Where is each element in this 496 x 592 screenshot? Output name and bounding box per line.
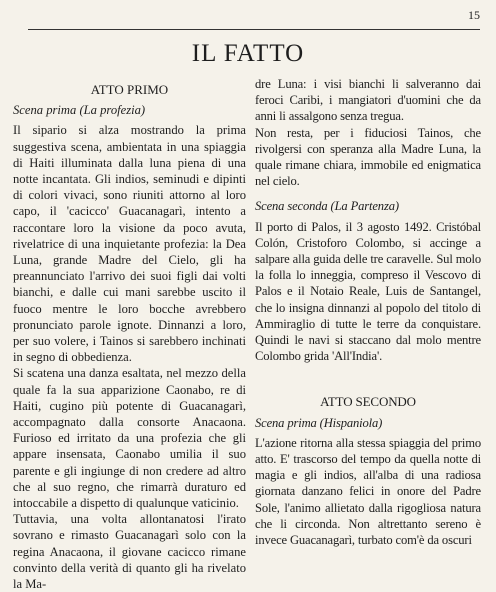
scene-one-heading: Scena prima (La profezia) — [13, 103, 146, 118]
act-two-heading: ATTO SECONDO — [320, 394, 416, 410]
spacer — [255, 189, 481, 198]
paragraph-moon-faces: dre Luna: i visi bianchi li salveranno dai feroci Caribi, i mangiatori d'uomini che da anni li assalgono senza tregua. — [255, 77, 481, 124]
act-one-heading: ATTO PRIMO — [90, 82, 169, 97]
paragraph-tainos-hope: Non resta, per i fiduciosi Tainos, che rivolgersi con speranza alla Madre Luna, la quale rimane chiara, immobile ed enigmatica nel cielo. — [255, 125, 481, 189]
right-column — [255, 76, 481, 548]
paragraph-hispaniola: L'azione ritorna alla stessa spiaggia del primo atto. E' trascorso del tempo da quella notte di magia e gli indios, all'alba di una radiosa giornata danzano felici in onore del Padre Sole, l'animo allietato dalla rigogliosa natura che li circonda. Non altrettanto sereno è invece Guacanagarì, turbato com'è da oscuri — [255, 435, 481, 548]
spacer — [255, 364, 481, 388]
act-two-scene-one-heading: Scena prima (Hispaniola) — [255, 415, 383, 430]
left-column — [13, 76, 246, 592]
paragraph-anacaona: Tuttavia, una volta allontanatosi l'irato sovrano e rimasto Guacanagarì solo con la regina Anacaona, il giovane cacicco rimane convinto della verità di quanto gli ha rivelato la Ma- — [13, 512, 246, 592]
page-title: IL FATTO — [191, 40, 305, 67]
paragraph-prophecy: Il sipario si alza mostrando la prima suggestiva scena, ambientata in una spiaggia di Haiti illuminata dalla luna piena di una notte incantata. Gli indios, seminudi e dipinti di colori vivaci, sono riuniti attorno al loro capo, il 'cacicco' Guacanagarì, intento a raccontare loro la visione da poco avuta, rivelatrice di una inquietante profezia: la Dea Luna, grande Madre del Cielo, gli ha preannunciato l'arrivo dei suoi figli dai volti bianchi, e dalle cui mani sarebbe uscito il fuoco mentre le loro bocche avrebbero pronunciato parole ignote. Dinnanzi a loro, per suo volere, i Tainos si sarebbero inchinati in segno di obbedienza. — [13, 123, 246, 365]
paragraph-caonabo: Si scatena una danza esaltata, nel mezzo della quale fa la sua apparizione Caonabo, re di Haiti, cugino più potente di Guacanagarì, accompagnato dalla consorte Anacaona. Furioso ed irritato da una profezia che gli appare insensata, Caonabo umilia il suo parente e gli ingiunge di non credere ad altro che al suo regno, che rimarrà duraturo ed intoccabile a dispetto di qualunque vaticinio. — [13, 366, 246, 511]
page-number: 15 — [468, 8, 480, 22]
paragraph-departure: Il porto di Palos, il 3 agosto 1492. Cristóbal Colón, Cristoforo Colombo, si accinge a salpare alla guida delle tre caravelle. Sul molo la folla lo inneggia, compreso il Vescovo di Palos e il Notaio Reale, Luis de Santangel, che lo insigna dinnanzi al popolo del titolo di Ammiraglio di tutte le terre da conquistare. Quindi le navi si staccano dal molo mentre Colombo grida 'All'India'. — [255, 219, 481, 364]
header-rule — [28, 29, 480, 30]
scene-two-heading: Scena seconda (La Partenza) — [255, 199, 399, 214]
